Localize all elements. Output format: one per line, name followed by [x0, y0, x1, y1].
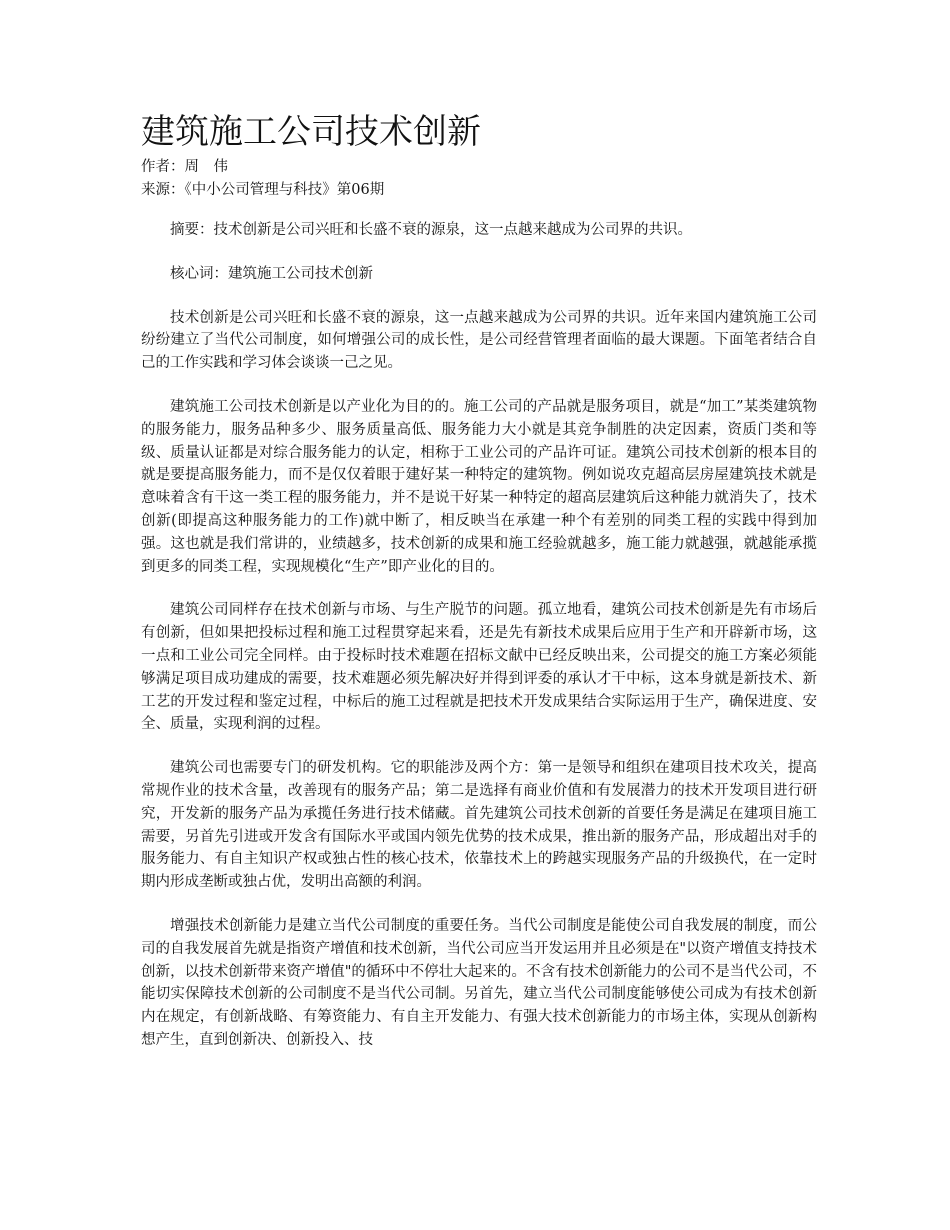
body-paragraph-4: 建筑公司也需要专门的研发机构。它的职能涉及两个方：第一是领导和组织在建项目技术攻关，提高常规作业的技术含量，改善现有的服务产品；第二是选择有商业价值和有发展潜力的技术开发项目进行研究，开发新的服务产品为承揽任务进行技术储藏。首先建筑公司技术创新的首要任务是满足在建项目施工需要，另首先引进或开发含有国际水平或国内领先优势的技术成果，推出新的服务产品，形成超出对手的服务能力、有自主知识产权或独占性的核心技术，依靠技术上的跨越实现服务产品的升级换代，在一定时期内形成垄断或独占优，发明出高额的利润。 [141, 760, 817, 891]
document-page [141, 108, 817, 1052]
body-paragraph-5: 增强技术创新能力是建立当代公司制度的重要任务。当代公司制度是能使公司自我发展的制度，而公司的自我发展首先就是指资产增值和技术创新，当代公司应当开发运用并且必须是在"以资产增值支持技术创新，以技术创新带来资产增值"的循环中不停壮大起来的。不含有技术创新能力的公司不是当代公司，不能切实保障技术创新的公司制度不是当代公司制。另首先，建立当代公司制度能够使公司成为有技术创新内在规定，有创新战略、有筹资能力、有自主开发能力、有强大技术创新能力的市场主体，实现从创新构想产生，直到创新决、创新投入、技 [141, 917, 817, 1048]
page-title: 建筑施工公司技术创新 [141, 112, 481, 152]
body-paragraph-2: 建筑施工公司技术创新是以产业化为目的的。施工公司的产品就是服务项目，就是“加工”某类建筑物的服务能力，服务品种多少、服务质量高低、服务能力大小就是其竞争制胜的决定因素，资质门类和等级、质量认证都是对综合服务能力的认定，相称于工业公司的产品许可证。建筑公司技术创新的根本目的就是要提高服务能力，而不是仅仅着眼于建好某一种特定的建筑物。例如说攻克超高层房屋建筑技术就是意味着含有干这一类工程的服务能力，并不是说干好某一种特定的超高层建筑后这种能力就消失了，技术创新(即提高这种服务能力的工作)就中断了，相反映当在承建一种个有差别的同类工程的实践中得到加强。这也就是我们常讲的，业绩越多，技术创新的成果和施工经验就越多，施工能力就越强，就越能承揽到更多的同类工程，实现规模化“生产”即产业化的目的。 [141, 398, 817, 575]
abstract-paragraph: 摘要：技术创新是公司兴旺和长盛不衰的源泉，这一点越来越成为公司界的共识。 [170, 222, 692, 238]
body-paragraph-1: 技术创新是公司兴旺和长盛不衰的源泉，这一点越来越成为公司界的共识。近年来国内建筑施工公司纷纷建立了当代公司制度，如何增强公司的成长性，是公司经营管理者面临的最大课题。下面笔者结合自己的工作实践和学习体会谈谈一己之见。 [141, 309, 817, 372]
body-paragraph-3: 建筑公司同样存在技术创新与市场、与生产脱节的问题。孤立地看，建筑公司技术创新是先有市场后有创新，但如果把投标过程和施工过程贯穿起来看，还是先有新技术成果后应用于生产和开辟新市场，这一点和工业公司完全同样。由于投标时技术难题在招标文献中已经反映出来，公司提交的施工方案必须能够满足项目成功建成的需要，技术难题必须先解决好并得到评委的承认才干中标，这本身就是新技术、新工艺的开发过程和鉴定过程，中标后的施工过程就是把技术开发成果结合实际运用于生产，确保进度、安全、质量，实现利润的过程。 [141, 602, 817, 733]
author-line: 作者：周 伟 [141, 159, 228, 175]
keywords-paragraph: 核心词：建筑施工公司技术创新 [170, 265, 373, 282]
source-line: 来源：《中小公司管理与科技》第06期 [141, 182, 385, 198]
